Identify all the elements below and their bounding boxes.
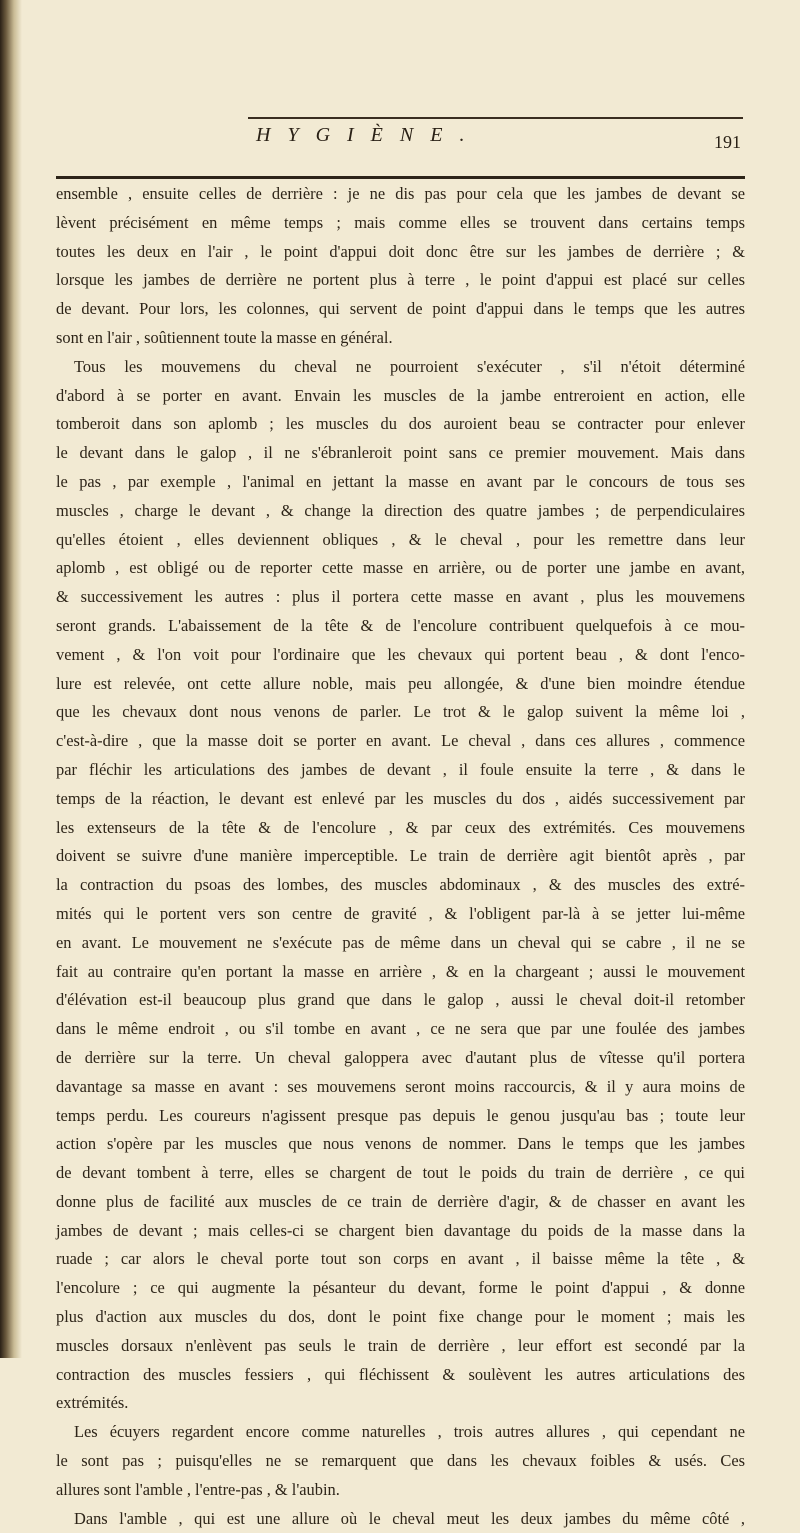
text-line: Les écuyers regardent encore comme naturelles , trois autres allures , qui cependant ne <box>74 1422 745 1442</box>
text-line: le sont pas ; puisqu'elles ne se remarquent que dans les chevaux foibles & usés. Ces <box>56 1451 745 1471</box>
text-line: lorsque les jambes de derrière ne portent plus à terre , le point d'appui est placé sur celles <box>56 270 745 290</box>
text-line: contraction des muscles fessiers , qui fléchissent & soulèvent les autres articulations des <box>56 1364 745 1384</box>
text-line: lure est relevée, ont cette allure noble, mais peu allongée, & d'une bien moindre étendue <box>56 673 745 693</box>
text-line: vement , & l'on voit pour l'ordinaire que les chevaux qui portent beau , & dont l'enco- <box>56 644 745 664</box>
text-line: muscles dorsaux n'enlèvent pas seuls le train de derrière , leur effort est secondé par la <box>56 1335 745 1355</box>
text-line: seront grands. L'abaissement de la tête & de l'encolure contribuent quelquefois à ce mou- <box>56 615 745 635</box>
text-line: davantage sa masse en avant : ses mouvemens seront moins raccourcis, & il y aura moins de <box>56 1076 745 1096</box>
text-line: & successivement les autres : plus il portera cette masse en avant , plus les mouvemens <box>56 587 745 607</box>
text-line: action s'opère par les muscles que nous venons de nommer. Dans le temps que les jambes <box>56 1134 745 1154</box>
text-line: jambes de devant ; mais celles-ci se chargent bien davantage du poids de la masse dans la <box>56 1220 745 1240</box>
text-line: de devant tombent à terre, elles se chargent de tout le poids du train de derrière , ce qui <box>56 1163 745 1183</box>
text-line: muscles , charge le devant , & change la direction des quatre jambes ; de perpendiculaires <box>56 500 745 520</box>
text-line: fait au contraire qu'en portant la masse en arrière , & en la chargeant ; aussi le mouvement <box>56 961 745 981</box>
text-line: de derrière sur la terre. Un cheval galoppera avec d'autant plus de vîtesse qu'il portera <box>56 1047 745 1067</box>
text-line: le pas , par exemple , l'animal en jettant la masse en avant par le concours de tous ses <box>56 471 745 491</box>
text-line: qu'elles étoient , elles deviennent obliques , & le cheval , pour les remettre dans leur <box>56 529 745 549</box>
text-line: d'élévation est-il beaucoup plus grand que dans le galop , aussi le cheval doit-il retomber <box>56 990 745 1010</box>
text-line: toutes les deux en l'air , le point d'appui doit donc être sur les jambes de derrière ; & <box>56 241 745 261</box>
text-line: mités qui le portent vers son centre de gravité , & l'obligent par-là à se jetter lui-même <box>56 903 745 923</box>
text-line: Dans l'amble , qui est une allure où le cheval meut les deux jambes du même côté , <box>74 1508 745 1528</box>
page-number: 191 <box>714 132 741 152</box>
body-text <box>56 180 745 1533</box>
text-line: donne plus de facilité aux muscles de ce train de derrière d'agir, & de chasser en avant les <box>56 1191 745 1211</box>
header-rule <box>56 176 745 179</box>
text-line: ruade ; car alors le cheval porte tout son corps en avant , il baisse même la tête , & <box>56 1249 745 1269</box>
text-line: en avant. Le mouvement ne s'exécute pas de même dans un cheval qui se cabre , il ne se <box>56 932 745 952</box>
text-line: d'abord à se porter en avant. Envain les muscles de la jambe entreroient en action, elle <box>56 385 745 405</box>
text-line: le devant dans le galop , il ne s'ébranleroit point sans ce premier mouvement. Mais dans <box>56 443 745 463</box>
text-line: par fléchir les articulations des jambes de devant , il foule ensuite la terre , & dans le <box>56 759 745 779</box>
text-line: temps de la réaction, le devant est enlevé par les muscles du dos , aidés successivement par <box>56 788 745 808</box>
text-line: les extenseurs de la tête & de l'encolure , & par ceux des extrémités. Ces mouvemens <box>56 817 745 837</box>
text-line: Tous les mouvemens du cheval ne pourroient s'exécuter , s'il n'étoit déterminé <box>74 356 745 376</box>
text-line: la contraction du psoas des lombes, des muscles abdominaux , & des muscles des extré- <box>56 875 745 895</box>
running-head: HYGIÈNE. <box>256 124 482 146</box>
header-top-rule <box>248 117 743 119</box>
text-line: doivent se suivre d'une manière imperceptible. Le train de derrière agit bientôt après , par <box>56 846 745 866</box>
text-line: plus d'action aux muscles du dos, dont le point fixe change pour le moment ; mais les <box>56 1307 745 1327</box>
text-line: temps perdu. Les coureurs n'agissent presque pas depuis le genou jusqu'au bas ; toute leur <box>56 1105 745 1125</box>
page-header <box>248 124 743 164</box>
text-line: lèvent précisément en même temps ; mais comme elles se trouvent dans certains temps <box>56 212 745 232</box>
text-line: de devant. Pour lors, les colonnes, qui servent de point d'appui dans le temps que les autres <box>56 299 745 319</box>
text-line: ensemble , ensuite celles de derrière : je ne dis pas pour cela que les jambes de devant se <box>56 184 745 203</box>
text-line: que les chevaux dont nous venons de parler. Le trot & le galop suivent la même loi , <box>56 702 745 722</box>
text-line: tomberoit dans son aplomb ; les muscles du dos auroient beau se contracter pour enlever <box>56 414 745 434</box>
text-line: dans le même endroit , ou s'il tombe en avant , ce ne sera que par une foulée des jambes <box>56 1019 745 1039</box>
page-gutter-shadow <box>0 0 22 1358</box>
text-line: l'encolure ; ce qui augmente la pésanteur du devant, forme le point d'appui , & donne <box>56 1278 745 1298</box>
text-line: c'est-à-dire , que la masse doit se porter en avant. Le cheval , dans ces allures , commence <box>56 731 745 751</box>
text-line: aplomb , est obligé ou de reporter cette masse en arrière, ou de porter une jambe en avant, <box>56 558 745 578</box>
text-line: extrémités. <box>56 1393 129 1413</box>
text-line: sont en l'air , soûtiennent toute la masse en général. <box>56 327 393 347</box>
text-line: allures sont l'amble , l'entre-pas , & l'aubin. <box>56 1479 340 1499</box>
